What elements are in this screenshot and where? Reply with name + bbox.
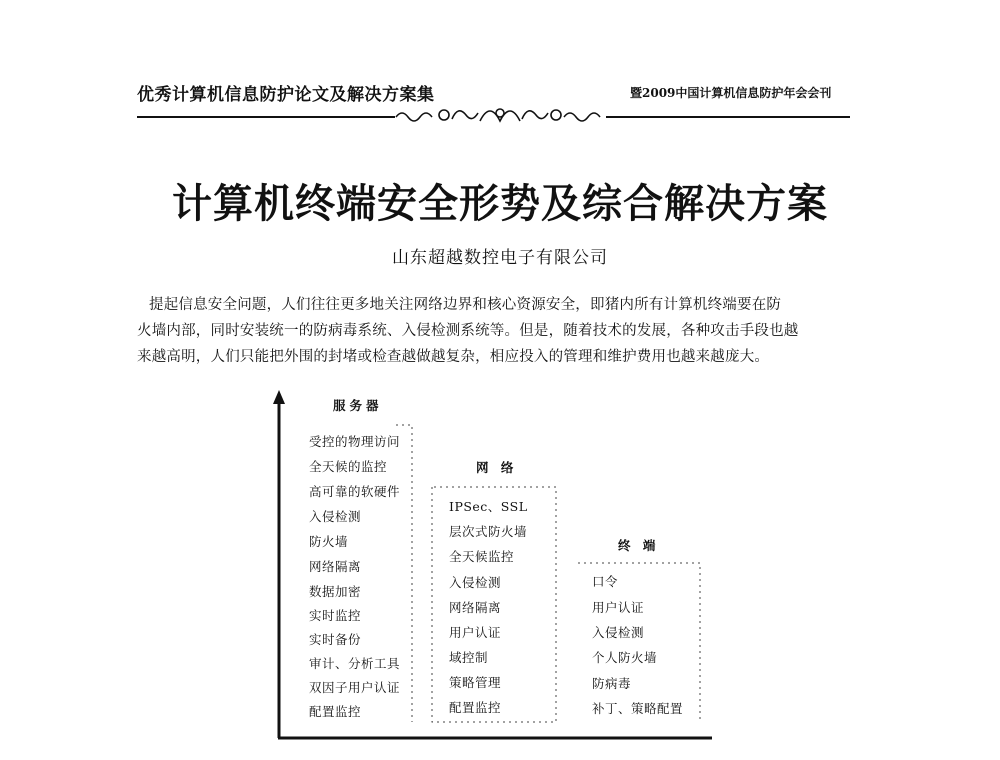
running-header-left: 优秀计算机信息防护论文及解决方案集 xyxy=(137,85,435,105)
network-item: IPSec、SSL xyxy=(449,499,528,514)
server-column-title: 服务器 xyxy=(333,398,383,413)
server-item: 受控的物理访问 xyxy=(309,434,401,449)
running-header-right: 暨2009中国计算机信息防护年会会刊 xyxy=(630,86,832,100)
network-item: 用户认证 xyxy=(449,625,502,640)
server-item: 防火墙 xyxy=(309,534,349,549)
network-item: 配置监控 xyxy=(449,700,502,715)
paragraph-line: 提起信息安全问题，人们往往更多地关注网络边界和核心资源安全，即猪内所有计算机终端要在防 xyxy=(149,297,782,313)
network-item: 全天候监控 xyxy=(449,549,515,564)
server-item: 数据加密 xyxy=(309,584,362,599)
paragraph-line: 火墙内部，同时安装统一的防病毒系统、入侵检测系统等。但是，随着技术的发展，各种攻击手段也越 xyxy=(137,323,799,339)
terminal-item: 口令 xyxy=(592,574,619,589)
network-item: 层次式防火墙 xyxy=(449,524,528,539)
terminal-item: 用户认证 xyxy=(592,600,645,615)
network-column-title: 网 络 xyxy=(476,460,518,475)
axis-arrow-icon xyxy=(273,390,285,404)
paragraph-line: 来越高明，人们只能把外围的封堵或检查越做越复杂，相应投入的管理和维护费用也越来越庞大。 xyxy=(137,349,770,365)
server-item: 双因子用户认证 xyxy=(309,680,401,695)
server-item: 高可靠的软硬件 xyxy=(309,484,401,499)
server-item: 实时监控 xyxy=(309,608,362,623)
network-item: 策略管理 xyxy=(449,675,502,690)
server-item: 实时备份 xyxy=(309,632,362,647)
network-item: 域控制 xyxy=(449,650,489,665)
server-item: 入侵检测 xyxy=(309,509,362,524)
article-title: 计算机终端安全形势及综合解决方案 xyxy=(172,180,828,227)
network-item: 网络隔离 xyxy=(449,600,502,615)
network-item: 入侵检测 xyxy=(449,575,502,590)
company-name: 山东超越数控电子有限公司 xyxy=(392,248,608,268)
terminal-item: 防病毒 xyxy=(592,676,632,691)
server-item: 网络隔离 xyxy=(309,559,362,574)
terminal-item: 补丁、策略配置 xyxy=(592,701,684,716)
terminal-item: 个人防火墙 xyxy=(592,650,658,665)
terminal-item: 入侵检测 xyxy=(592,625,645,640)
server-item: 配置监控 xyxy=(309,704,362,719)
server-item: 审计、分析工具 xyxy=(309,656,401,671)
server-item: 全天候的监控 xyxy=(309,459,388,474)
terminal-column-title: 终 端 xyxy=(618,538,660,553)
